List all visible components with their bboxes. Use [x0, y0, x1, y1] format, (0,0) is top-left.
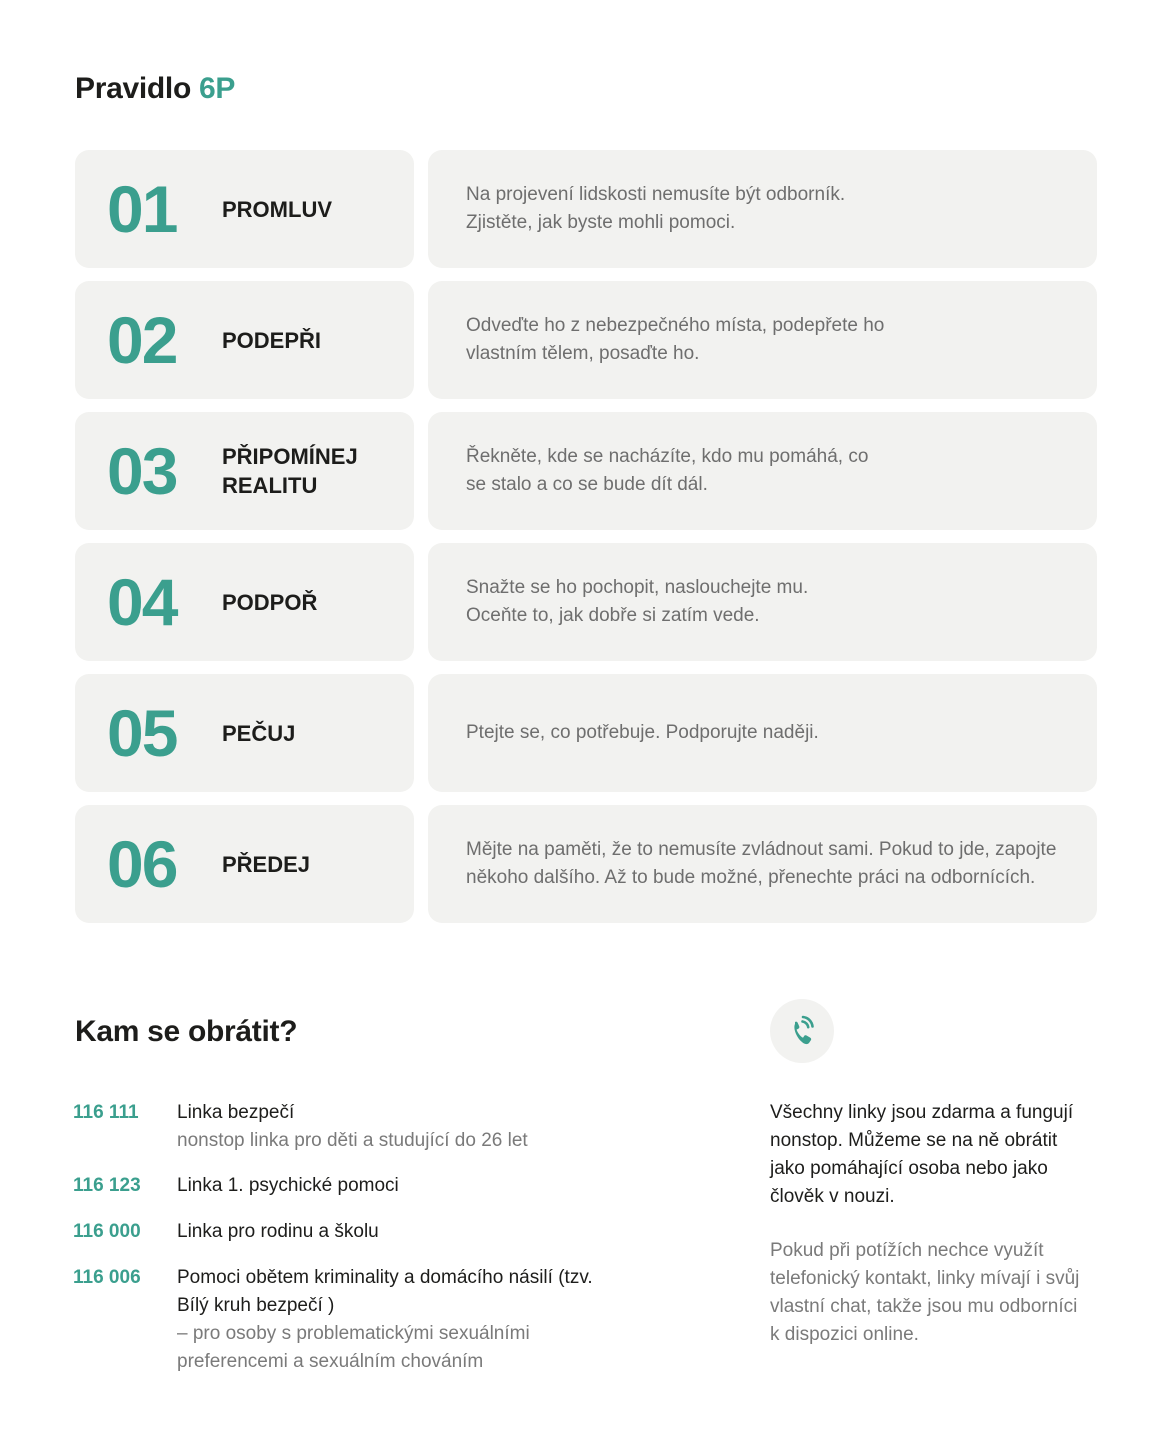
step-card: [75, 805, 1097, 923]
step-title: PŘIPOMÍNEJ REALITU: [222, 444, 358, 498]
step-label-card: [75, 412, 414, 530]
step-number: 05: [107, 696, 177, 770]
step-title: PODPOŘ: [222, 589, 318, 615]
step-title: PROMLUV: [222, 196, 332, 222]
step-number: 02: [107, 303, 177, 377]
helpline-name: Linka bezpečí: [177, 1102, 295, 1123]
helpline-number[interactable]: 116 123: [73, 1175, 141, 1196]
title-accent: 6P: [199, 72, 236, 105]
step-card: [75, 281, 1097, 399]
helpline-name: Linka 1. psychické pomoci: [177, 1175, 399, 1196]
step-label-card: [75, 281, 414, 399]
step-label-card: [75, 674, 414, 792]
step-number: 04: [107, 565, 177, 639]
helpline-name: Pomoci obětem kriminality a domácího násilí (tzv. Bílý kruh bezpečí ): [177, 1267, 593, 1316]
step-description-card: [428, 543, 1097, 661]
step-description: Na projevení lidskosti nemusíte být odborník. Zjistěte, jak byste mohli pomoci.: [466, 184, 846, 233]
contacts-title: Kam se obrátit?: [75, 1015, 298, 1048]
helpline-note: – pro osoby s problematickými sexuálními preferencemi a sexuálním chováním: [177, 1323, 530, 1372]
step-description-card: [428, 281, 1097, 399]
step-card: [75, 150, 1097, 268]
step-description: Řekněte, kde se nacházíte, kdo mu pomáhá, co se stalo a co se bude dít dál.: [466, 446, 869, 495]
helpline-number[interactable]: 116 000: [73, 1221, 141, 1242]
step-title: PŘEDEJ: [222, 851, 311, 877]
step-label-card: [75, 543, 414, 661]
step-number: 06: [107, 827, 177, 901]
step-description-card: [428, 412, 1097, 530]
step-description-card: [428, 674, 1097, 792]
helpline-number[interactable]: 116 006: [73, 1267, 141, 1288]
step-description: Mějte na paměti, že to nemusíte zvládnout sami. Pokud to jde, zapojte někoho dalšího. Až to bude možné, přenechte práci na odbornících.: [466, 839, 1057, 888]
info-secondary: Pokud při potížích nechce využít telefonický kontakt, linky mívají i svůj vlastní chat, takže jsou mu odborníci k dispozici online.: [770, 1240, 1080, 1345]
step-description-card: [428, 150, 1097, 268]
info-primary: Všechny linky jsou zdarma a fungují nonstop. Můžeme se na ně obrátit jako pomáhající osoba nebo jako člověk v nouzi.: [770, 1102, 1074, 1207]
step-card: [75, 412, 1097, 530]
helpline-name: Linka pro rodinu a školu: [177, 1221, 379, 1242]
phone-icon: [784, 1012, 820, 1050]
step-title: PEČUJ: [222, 720, 296, 746]
step-label-card: [75, 150, 414, 268]
step-number: 01: [107, 172, 177, 246]
step-card: [75, 674, 1097, 792]
step-title: PODEPŘI: [222, 327, 322, 353]
step-number: 03: [107, 434, 177, 508]
helpline-note: nonstop linka pro děti a studující do 26 let: [177, 1130, 528, 1151]
page-title: [75, 72, 235, 106]
step-description: Snažte se ho pochopit, naslouchejte mu. Oceňte to, jak dobře si zatím vede.: [466, 577, 809, 626]
helpline-number[interactable]: 116 111: [73, 1102, 139, 1123]
step-description: Ptejte se, co potřebuje. Podporujte naději.: [466, 722, 819, 743]
step-label-card: [75, 805, 414, 923]
step-description: Odveďte ho z nebezpečného místa, podepřete ho vlastním tělem, posaďte ho.: [466, 315, 885, 364]
step-description-card: [428, 805, 1097, 923]
phone-badge: [770, 999, 834, 1063]
step-card: [75, 543, 1097, 661]
title-prefix: Pravidlo: [75, 72, 200, 105]
